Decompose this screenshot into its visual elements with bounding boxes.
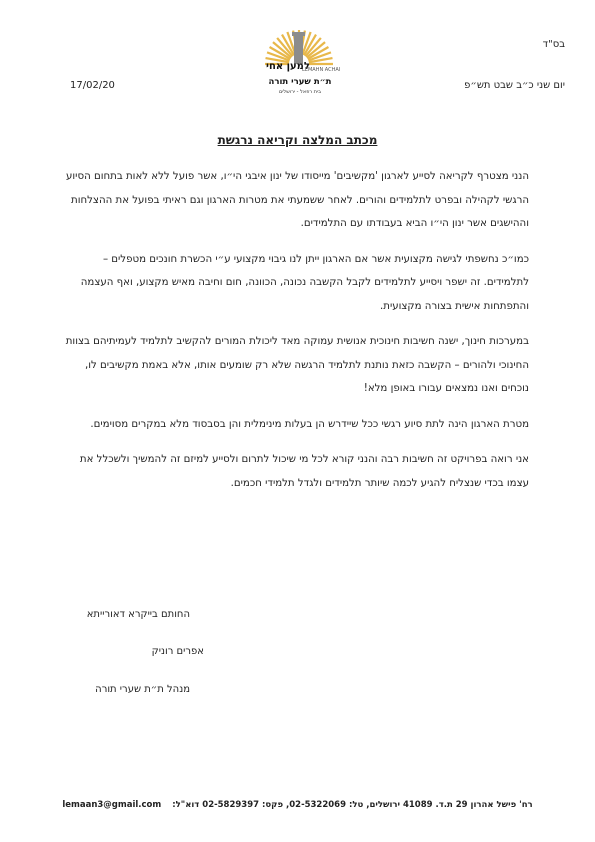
logo-brand-hebrew: למען אחי xyxy=(266,61,310,72)
footer-contact xyxy=(0,800,595,810)
footer-address: רח' פישל אהרון 29 ת.ד. 41089 ירושלים, טל: 02-5322069, פקס: 02-5829397 דוא"ל: xyxy=(172,800,533,810)
signature-name: אפרים רוניק xyxy=(151,646,204,657)
hebrew-date: יום שני כ״ב שבט תש״פ xyxy=(464,80,565,91)
letter-title: מכתב המלצה וקריאה נרגשת xyxy=(217,133,378,147)
paragraph: במערכות חינוך, ישנה חשיבות חינוכית אנושית עמוקה מאד ליכולת המורים להקשיב לתלמיד לעמיתיהם בצוות החינוכי ולהורים – הקשבה כזאת נותנת לתלמיד הרגשה שלא רק שומעים אותו, אלא באמת מקשיבים לו, נוכחים ואנו נמצאים עבורו באופן מלא! xyxy=(65,336,529,394)
paragraph: כמו״כ נחשפתי לגישה מקצועית אשר אם הארגון ייתן לנו גיבוי מקצועי ע״י הכשרת חונכים מטפלים – לתלמידים. זה ישפר ויסייע לתלמידים לקבל הקשבה נכונה, הכוונה, חום וחיבה מאיש מקצוע, ואף העצמה והתפתחות אישית בצורה מקצועית. xyxy=(80,253,529,312)
paragraph: אני רואה בפרויקט זה חשיבות רבה והנני קורא לכל מי שיכול לתרום ולסייע למיזם זה להמשיך ולשכלל את עצמו בכדי שנצליח להגיע לכמה שיותר תלמידים ולגדל תלמידי חכמים. xyxy=(79,454,529,489)
signature-closing: החותם בייקרא דאורייתא xyxy=(86,609,190,620)
logo-org-name: ת״ת שערי תורה xyxy=(268,77,332,87)
signature-role: מנהל ת״ת שערי תורה xyxy=(95,684,190,695)
bsd-mark: בס"ד xyxy=(542,39,565,50)
organization-logo xyxy=(248,28,350,96)
paragraph: מטרת הארגון הינה לתת סיוע רגשי ככל שיידרש הן בעלות מינימלית והן בסבסוד מלא במקרים מסוימים. xyxy=(90,418,529,430)
tower-icon xyxy=(294,34,303,64)
logo-org-location: בית רפאל - ירושלים xyxy=(278,89,322,95)
letter-body xyxy=(57,165,529,507)
footer-email[interactable]: lemaan3@gmail.com xyxy=(62,800,162,810)
numeric-date: 17/02/20 xyxy=(70,80,115,91)
logo-brand-english: LEMAHN ACHAI xyxy=(302,67,341,73)
paragraph: הנני מצטרף לקריאה לסייע לארגון 'מקשיבים' מייסודו של ינון איבגי הי״ו, אשר פועל ללא לאות בתחום הסיוע הרגשי לקהילה ובפרט לתלמידים והורים. לאחר ששמעתי את מטרות הארגון וגם ראיתי בפועל את ההצלחות וההישגים אשר ינון הי״ו הביא בעבודתו עם התלמידים. xyxy=(66,171,529,229)
